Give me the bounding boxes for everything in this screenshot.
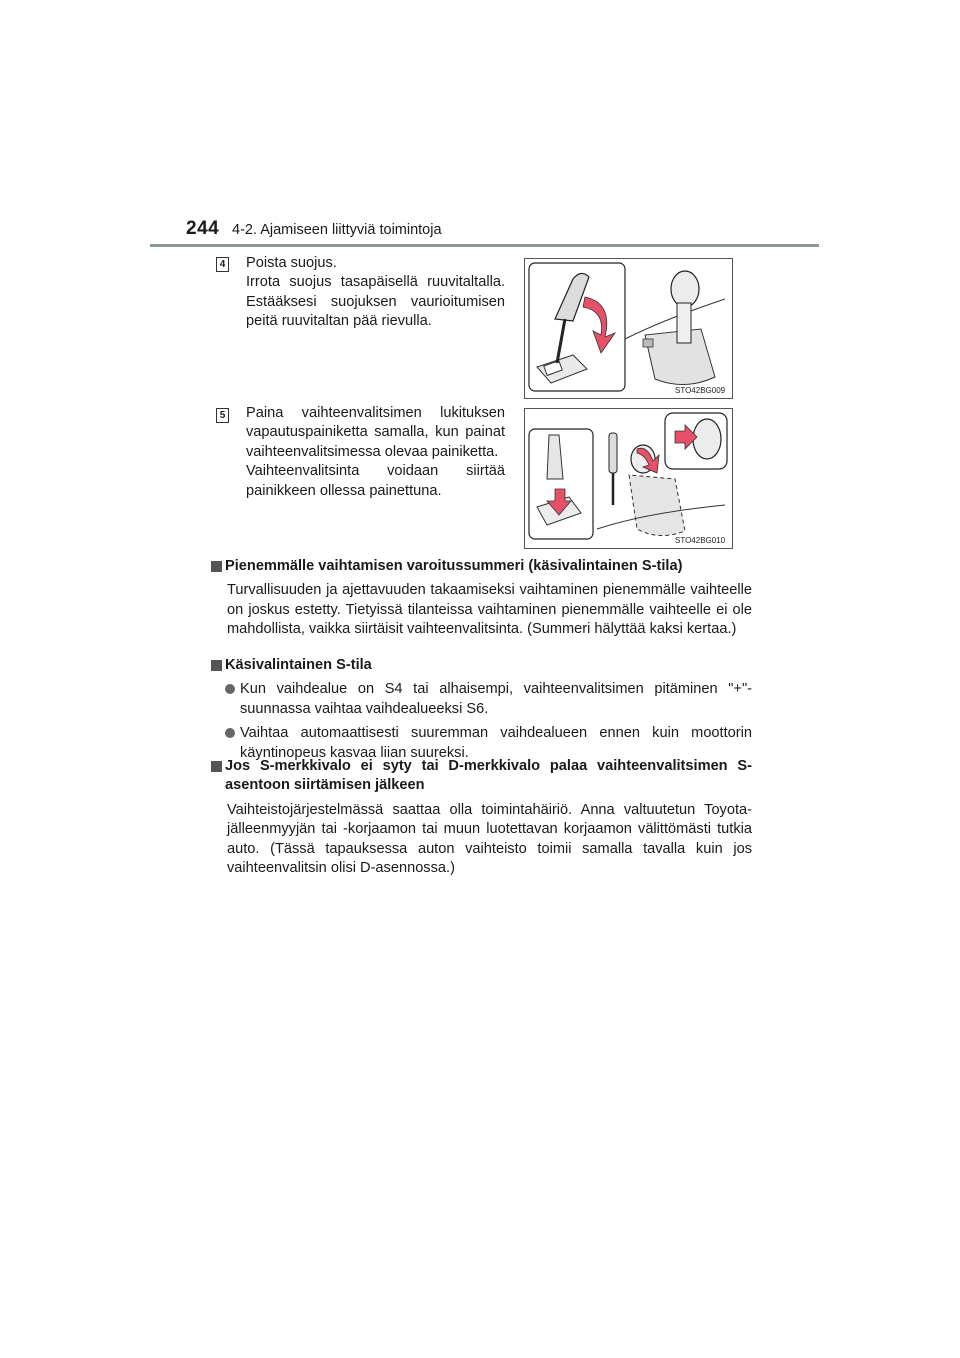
section-body: Vaihteistojärjestelmässä saattaa olla toimintahäiriö. Anna valtuutetun Toyota-jälleenmyyjän tai -korjaamon tai muun luotettavan korjaamon välittömästi tutkia auto. (Tässä tapauksessa auton vaihteisto toimii samalla tavalla kuin jos vaihteenvalitsin olisi D-asennossa.) bbox=[227, 801, 752, 877]
section-heading bbox=[211, 757, 752, 796]
square-bullet-icon bbox=[211, 761, 222, 772]
header-divider bbox=[150, 244, 819, 247]
section-downshift-buzzer bbox=[211, 557, 752, 640]
step-4-figure bbox=[524, 258, 733, 399]
screwdriver-cover-illustration bbox=[525, 259, 732, 398]
section-heading-text: Pienemmälle vaihtamisen varoitussummeri (käsivalintainen S-tila) bbox=[225, 558, 683, 574]
square-bullet-icon bbox=[211, 660, 222, 671]
figure-code-step-5: STO42BG010 bbox=[675, 536, 726, 545]
section-manual-s-mode bbox=[211, 656, 752, 763]
square-bullet-icon bbox=[211, 561, 222, 572]
circle-bullet-icon bbox=[225, 728, 235, 738]
step-5-text bbox=[246, 404, 505, 501]
section-heading-text: Käsivalintainen S-tila bbox=[225, 657, 372, 673]
step-4-line-2: Irrota suojus tasapäisellä ruuvitaltalla. Estääksesi suojuksen vaurioitumisen peitä ruuvitaltan pää rievulla. bbox=[246, 274, 505, 330]
list-item bbox=[225, 680, 752, 719]
circle-bullet-icon bbox=[225, 684, 235, 694]
section-heading bbox=[211, 557, 752, 576]
step-5-line-2: Vaihteenvalitsinta voidaan siirtää painikkeen ollessa painettuna. bbox=[246, 463, 505, 499]
step-4-line-1: Poista suojus. bbox=[246, 255, 337, 271]
list-item-text: Kun vaihdealue on S4 tai alhaisempi, vaihteenvalitsimen pitäminen "+"-suunnassa vaihtaa vaihdealueeksi S6. bbox=[240, 681, 752, 717]
step-4-text bbox=[246, 254, 505, 332]
step-4-badge: 4 bbox=[216, 257, 229, 272]
section-title: 4-2. Ajamiseen liittyviä toimintoja bbox=[232, 222, 442, 238]
list-item-text: Vaihtaa automaattisesti suuremman vaihdealueen ennen kuin moottorin käyntinopeus kasvaa liian suureksi. bbox=[240, 725, 752, 761]
step-5-figure bbox=[524, 408, 733, 549]
figure-code-step-4: STO42BG009 bbox=[675, 386, 726, 395]
section-heading-text: Jos S-merkkivalo ei syty tai D-merkkivalo palaa vaihteenvalitsimen S-asentoon siirtämisen jälkeen bbox=[225, 758, 752, 794]
section-s-indicator-fault bbox=[211, 757, 752, 878]
step-5-badge: 5 bbox=[216, 408, 229, 423]
shift-lock-release-illustration bbox=[525, 409, 732, 548]
section-heading bbox=[211, 656, 752, 675]
section-body: Turvallisuuden ja ajettavuuden takaamiseksi vaihtaminen pienemmälle vaihteelle on joskus estetty. Tietyissä tilanteissa vaihtaminen pienemmälle vaihteelle ei ole mahdollista, vaikka siirtäisit vaihteenvalitsinta. (Summeri hälyttää kaksi kertaa.) bbox=[227, 582, 752, 638]
step-5-line-1: Paina vaihteenvalitsimen lukituksen vapautuspainiketta samalla, kun painat vaihteenvalitsimessa olevaa painiketta. bbox=[246, 405, 505, 460]
page-number: 244 bbox=[186, 218, 220, 239]
